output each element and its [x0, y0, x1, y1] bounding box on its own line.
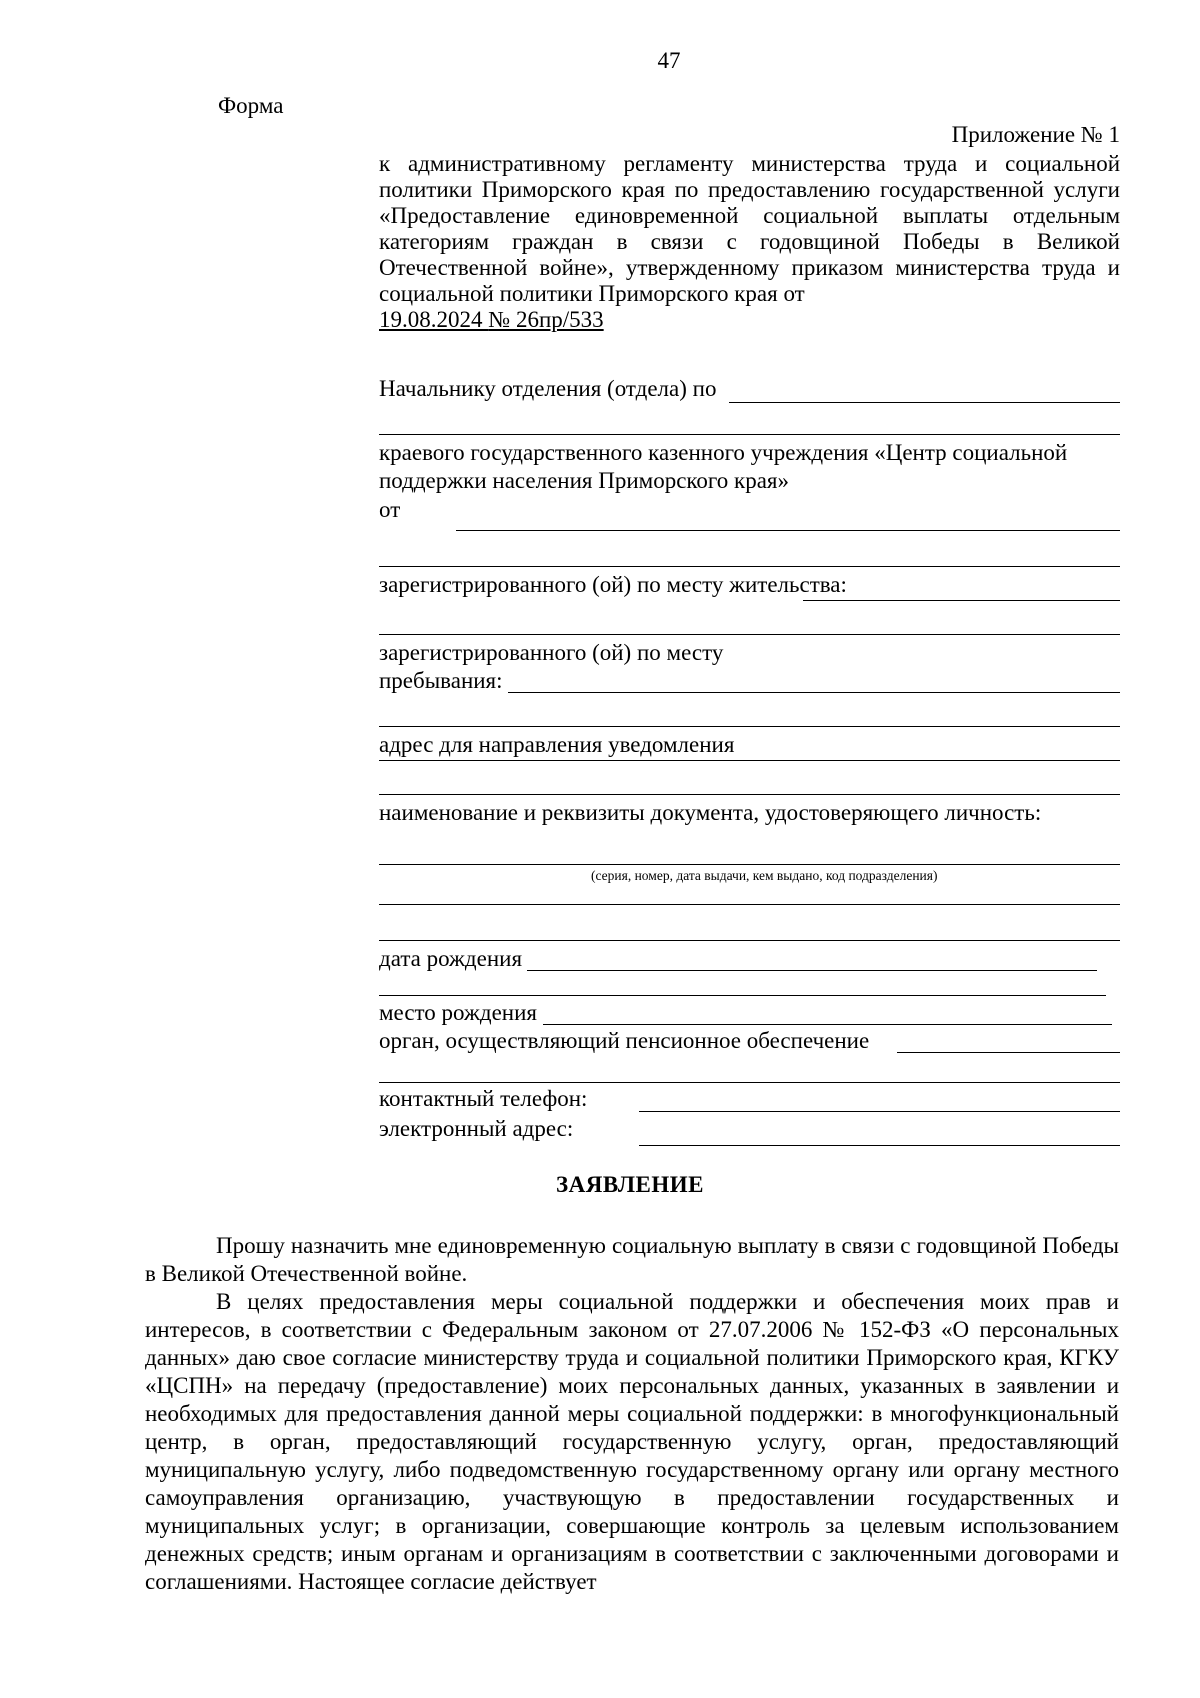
- page-number: 47: [657, 48, 681, 73]
- pension-authority-line-2[interactable]: [379, 1082, 1120, 1083]
- birth-place-line[interactable]: [543, 1024, 1112, 1025]
- notification-address-label: адрес для направления уведомления: [379, 732, 735, 757]
- birth-date-line-2[interactable]: [379, 995, 1106, 996]
- pension-authority-line[interactable]: [897, 1052, 1120, 1053]
- birth-date-line[interactable]: [527, 970, 1097, 971]
- statement-paragraph-1: Прошу назначить мне единовременную социальную выплату в связи с годовщиной Победы в Великой Отечественной войне.: [145, 1233, 1119, 1286]
- appendix-order-date: 19.08.2024: [379, 307, 489, 332]
- phone-line[interactable]: [639, 1111, 1120, 1112]
- registered-stay-label-1: зарегистрированного (ой) по месту: [379, 640, 724, 665]
- registered-residence-label: зарегистрированного (ой) по месту жительства:: [379, 572, 847, 597]
- institution-line-2: поддержки населения Приморского края»: [379, 468, 789, 493]
- identity-document-line[interactable]: [379, 864, 1120, 865]
- registered-residence-line-2[interactable]: [379, 634, 1120, 635]
- institution-line-1: краевого государственного казенного учреждения «Центр социальной: [379, 440, 1068, 465]
- registered-stay-label-2: пребывания:: [379, 668, 503, 693]
- appendix-order-number: № 26пр/533: [488, 307, 604, 332]
- statement-body: [145, 1232, 1119, 1596]
- registered-residence-line[interactable]: [803, 600, 1120, 601]
- statement-paragraph-2: В целях предоставления меры социальной поддержки и обеспечения моих прав и интересов, в соответствии с Федеральным законом от 27.07.2006 № 152-ФЗ «О персональных данных» даю свое согласие министерству труда и социальной политики Приморского края, КГКУ «ЦСПН» на передачу (предоставление) моих персональных данных, указанных в заявлении и необходимых для предоставления данной меры социальной поддержки: в многофункциональный центр, в орган, предоставляющий государственную услугу, орган, предоставляющий муниципальную услугу, либо подведомственную государственному органу или органу местного самоуправления организацию, участвующую в предоставлении государственных и муниципальных услуг; в организации, совершающие контроль за целевым использованием денежных средств; иным органам и организациям в соответствии с заключенными договорами и соглашениями. Настоящее согласие действует: [145, 1289, 1119, 1594]
- birth-place-label: место рождения: [379, 1000, 537, 1025]
- registered-stay-line-2[interactable]: [379, 726, 1120, 727]
- head-of-department-line[interactable]: [729, 402, 1120, 403]
- form-label: Форма: [218, 93, 284, 118]
- identity-document-line-3[interactable]: [379, 940, 1120, 941]
- identity-document-hint: (серия, номер, дата выдачи, кем выдано, код подразделения): [591, 868, 938, 883]
- identity-document-label: наименование и реквизиты документа, удостоверяющего личность:: [379, 800, 1042, 825]
- pension-authority-label: орган, осуществляющий пенсионное обеспечение: [379, 1028, 870, 1053]
- appendix-title: Приложение № 1: [951, 122, 1120, 147]
- notification-address-line[interactable]: [379, 760, 1120, 761]
- identity-document-line-2[interactable]: [379, 904, 1120, 905]
- statement-heading: ЗАЯВЛЕНИЕ: [556, 1172, 704, 1197]
- appendix-text: [379, 151, 1120, 333]
- phone-label: контактный телефон:: [379, 1086, 588, 1111]
- email-line[interactable]: [639, 1145, 1120, 1146]
- from-line-2[interactable]: [379, 566, 1120, 567]
- birth-date-label: дата рождения: [379, 946, 523, 971]
- email-label: электронный адрес:: [379, 1116, 574, 1141]
- department-line-2[interactable]: [379, 434, 1120, 435]
- registered-stay-line[interactable]: [508, 692, 1120, 693]
- from-line[interactable]: [456, 530, 1120, 531]
- notification-address-line-2[interactable]: [379, 794, 1120, 795]
- appendix-body: к административному регламенту министерства труда и социальной политики Приморского края по предоставлению государственной услуги «Предоставление единовременной социальной выплаты отдельным категориям граждан в связи с годовщиной Победы в Великой Отечественной войне», утвержденному приказом министерства труда и социальной политики Приморского края от: [379, 151, 1120, 306]
- head-of-department-label: Начальнику отделения (отдела) по: [379, 376, 717, 401]
- from-label: от: [379, 497, 401, 522]
